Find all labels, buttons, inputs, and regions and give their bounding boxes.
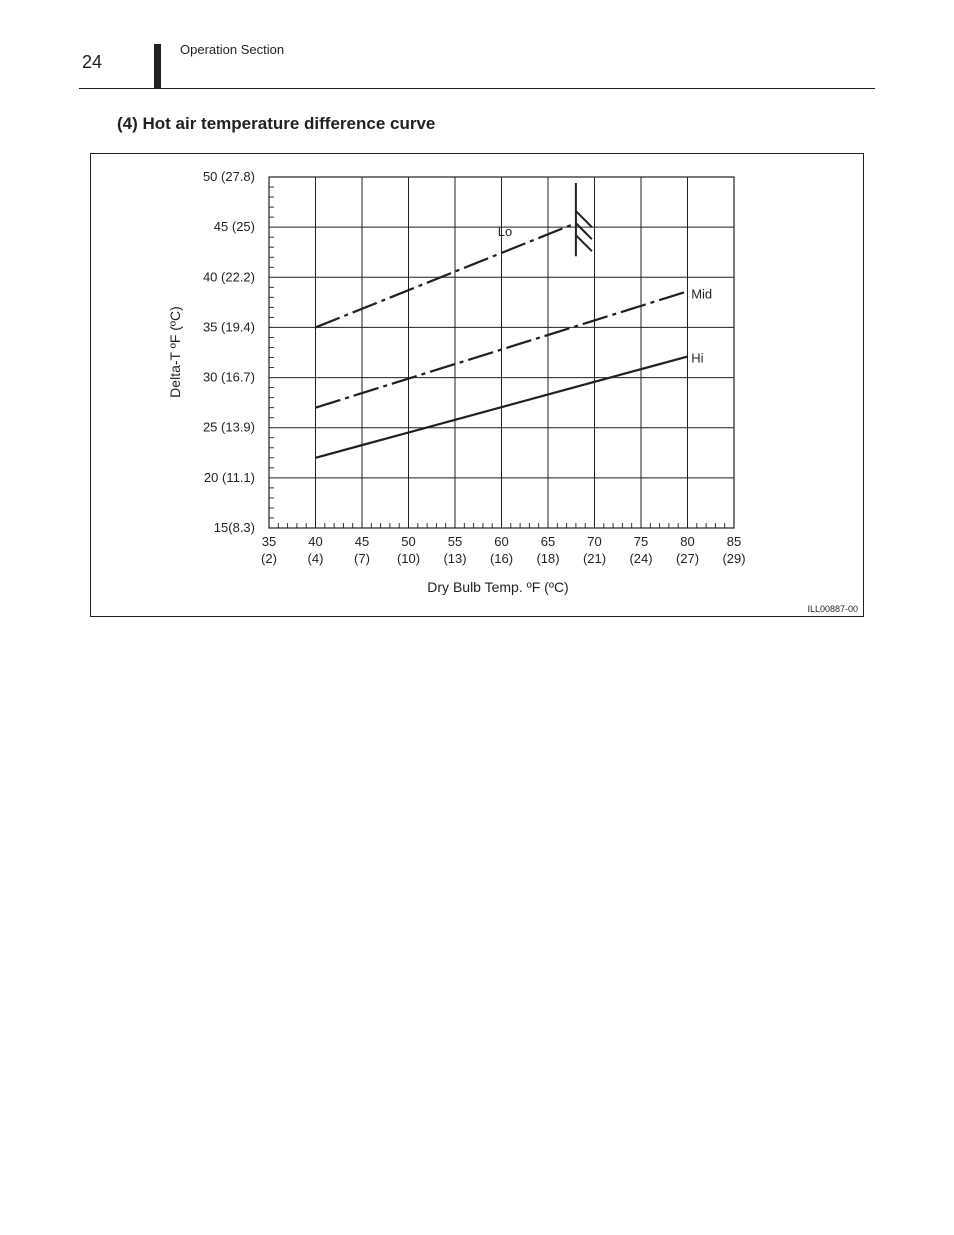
y-tick-label: 30 (16.7): [202, 369, 255, 385]
y-axis-label: Delta-T ºF (ºC): [167, 306, 183, 398]
section-title: Operation Section: [180, 42, 285, 57]
y-tick-label: 25 (13.9): [202, 419, 255, 435]
chart-frame: [90, 153, 864, 617]
page-number: 24: [82, 52, 103, 72]
x-tick-label-celsius: (18): [536, 551, 560, 566]
y-tick-label: 45 (25): [213, 219, 255, 235]
y-tick-label: 35 (19.4): [202, 319, 255, 335]
x-tick-label: 85: [726, 534, 742, 549]
chart: [91, 154, 863, 616]
x-tick-label: 80: [680, 534, 695, 549]
x-tick-label-celsius: (13): [443, 551, 467, 566]
x-tick-label-celsius: (24): [629, 551, 653, 566]
x-tick-label-celsius: (7): [354, 551, 370, 566]
y-tick-label: 50 (27.8): [202, 169, 255, 184]
x-tick-label-celsius: (21): [582, 551, 607, 566]
series-label-hi: Hi: [691, 350, 704, 366]
figure-code: ILL00887-00: [807, 604, 858, 614]
x-tick-label-celsius: (16): [489, 551, 514, 566]
figure-heading: (4) Hot air temperature difference curve: [117, 114, 436, 133]
x-tick-label-celsius: (4): [307, 551, 324, 566]
x-tick-label-celsius: (2): [261, 551, 277, 566]
series-label-mid: Mid: [691, 286, 713, 302]
x-tick-label: 50: [401, 534, 416, 549]
y-tick-label: 15(8.3): [213, 520, 255, 535]
x-tick-label: 70: [587, 534, 602, 549]
y-tick-label: 20 (11.1): [203, 469, 255, 485]
series-label-lo: Lo: [497, 224, 513, 240]
x-tick-label: 55: [447, 534, 463, 549]
y-tick-label: 40 (22.2): [202, 269, 255, 285]
labels: [203, 169, 746, 566]
header-rule: [79, 88, 875, 89]
x-tick-label: 35: [261, 534, 277, 549]
x-tick-label: 75: [633, 534, 649, 549]
x-axis-label: Dry Bulb Temp. ºF (ºC): [427, 579, 569, 595]
x-tick-label: 45: [354, 534, 370, 549]
x-tick-label: 65: [540, 534, 556, 549]
x-tick-label-celsius: (10): [396, 551, 421, 566]
x-tick-label-celsius: (27): [675, 551, 700, 566]
x-tick-label-celsius: (29): [722, 551, 746, 566]
series-line-lo: [316, 223, 576, 327]
x-tick-label: 60: [494, 534, 509, 549]
header-bar: [154, 44, 161, 88]
x-tick-label: 40: [308, 534, 323, 549]
